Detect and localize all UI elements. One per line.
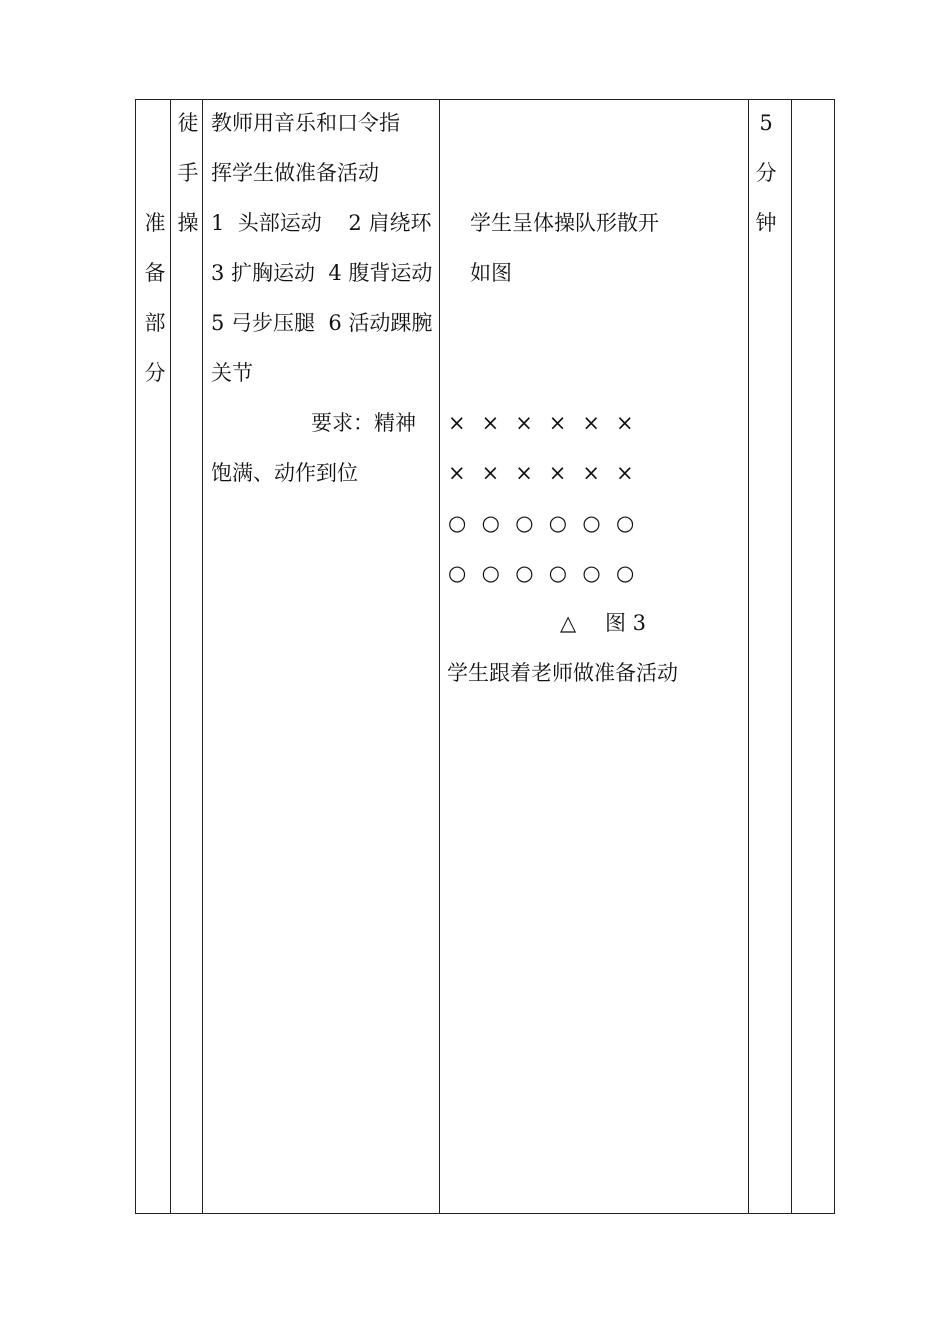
section-label-char: 部 — [144, 311, 166, 335]
student-mark: ○ — [582, 561, 601, 585]
lesson-plan-table — [135, 99, 835, 1214]
student-mark: ○ — [481, 561, 500, 585]
formation-diagram — [448, 398, 650, 598]
content-line: 3 扩胸运动 4 腹背运动 — [211, 261, 433, 285]
content-line: 挥学生做准备活动 — [211, 161, 379, 185]
student-mark: ○ — [615, 561, 635, 585]
time-char: 5 — [759, 111, 773, 135]
student-mark: × — [448, 461, 466, 485]
column-divider — [791, 100, 792, 1213]
student-mark: × — [481, 411, 500, 435]
content-line: 关节 — [211, 361, 253, 385]
student-mark: ○ — [448, 561, 467, 585]
student-mark: ○ — [515, 561, 534, 585]
student-mark: × — [582, 461, 600, 485]
column-divider — [202, 100, 203, 1213]
student-mark: × — [548, 411, 567, 435]
student-mark: × — [481, 461, 500, 485]
section-label-char: 分 — [144, 361, 166, 385]
student-mark: × — [448, 411, 466, 435]
figure-label: 图 3 — [605, 611, 647, 635]
requirement-label: 要求：精神 — [311, 411, 416, 435]
organization-closing: 学生跟着老师做准备活动 — [447, 661, 678, 685]
content-line: 教师用音乐和口令指 — [211, 111, 400, 135]
organization-text: 学生呈体操队形散开 — [470, 211, 659, 235]
student-mark: ○ — [515, 511, 534, 535]
formation-row — [448, 398, 650, 448]
time-char: 钟 — [755, 211, 777, 235]
student-mark: ○ — [548, 561, 568, 585]
formation-row — [448, 448, 650, 498]
content-line: 1 头部运动 2 肩绕环 — [211, 211, 432, 235]
student-mark: ○ — [448, 511, 467, 535]
content-line: 5 弓步压腿 6 活动踝腕 — [211, 311, 433, 335]
student-mark: × — [615, 461, 634, 485]
time-char: 分 — [755, 161, 777, 185]
column-divider — [748, 100, 749, 1213]
exercise-type-char: 徒 — [177, 111, 199, 135]
student-mark: ○ — [481, 511, 500, 535]
student-mark: × — [615, 411, 634, 435]
student-mark: × — [515, 411, 533, 435]
exercise-type-char: 操 — [177, 211, 199, 235]
student-mark: × — [582, 411, 600, 435]
exercise-type-label — [173, 98, 203, 248]
time-label — [751, 98, 781, 248]
teacher-mark: △ — [560, 611, 577, 635]
section-label — [140, 198, 170, 398]
student-mark: ○ — [582, 511, 601, 535]
student-mark: × — [515, 461, 533, 485]
exercise-type-char: 手 — [177, 161, 199, 185]
formation-row — [448, 498, 650, 548]
formation-row — [448, 548, 650, 598]
requirement-text: 饱满、动作到位 — [211, 461, 358, 485]
student-mark: ○ — [548, 511, 568, 535]
column-divider — [170, 100, 171, 1213]
column-divider — [439, 100, 440, 1213]
section-label-char: 准 — [144, 211, 166, 235]
organization-text: 如图 — [470, 261, 512, 285]
student-mark: × — [548, 461, 567, 485]
student-mark: ○ — [615, 511, 635, 535]
section-label-char: 备 — [144, 261, 166, 285]
